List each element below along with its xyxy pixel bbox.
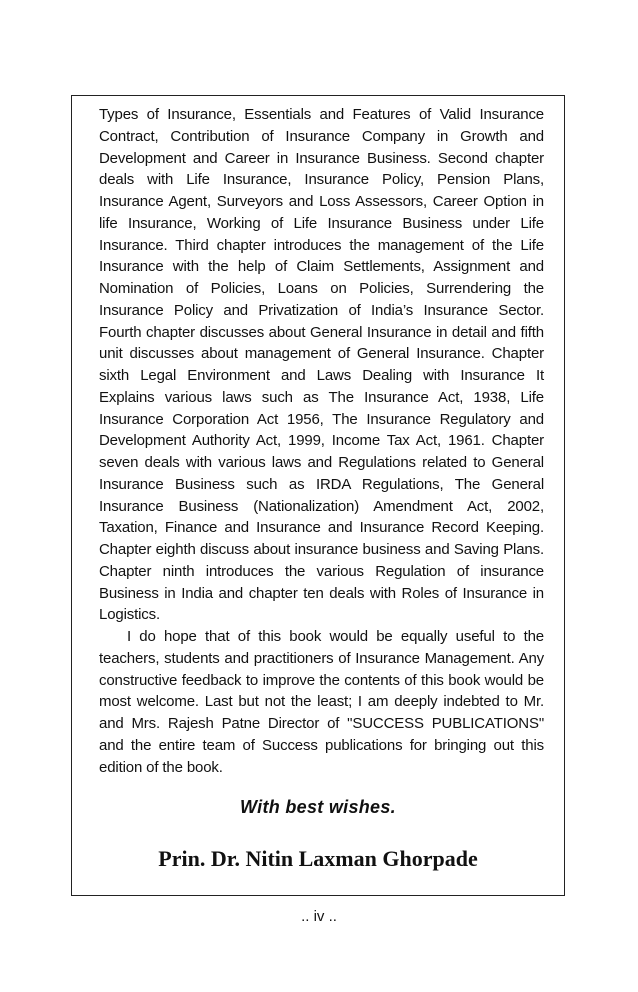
page-number: .. iv .. xyxy=(301,908,337,925)
preface-body xyxy=(99,104,544,778)
author-signature: Prin. Dr. Nitin Laxman Ghorpade xyxy=(158,846,478,871)
preface-paragraph-1: Types of Insurance, Essentials and Features of Valid Insurance Contract, Contribution of Insurance Company in Growth and Development and Career in Insurance Business. Second chapter deals with Life Insurance, Insurance Policy, Pension Plans, Insurance Agent, Surveyors and Loss Assessors, Career Option in life Insurance, Working of Life Insurance Business under Life Insurance. Third chapter introduces the management of the Life Insurance with the help of Claim Settlements, Assignment and Nomination of Policies, Loans on Policies, Surrendering the Insurance Policy and Privatization of India’s Insurance Sector. Fourth chapter discusses about General Insurance in detail and fifth unit discusses about management of General Insurance. Chapter sixth Legal Environment and Laws Dealing with Insurance It Explains various laws such as The Insurance Act, 1938, Life Insurance Corporation Act 1956, The Insurance Regulatory and Development Authority Act, 1999, Income Tax Act, 1961. Chapter seven deals with various laws and Regulations related to General Insurance Business such as IRDA Regulations, The General Insurance Business (Nationalization) Amendment Act, 2002, Taxation, Finance and Insurance and Insurance Record Keeping. Chapter eighth discuss about insurance business and Saving Plans. Chapter ninth introduces the various Regulation of insurance Business in India and chapter ten deals with Roles of Insurance in Logistics. xyxy=(99,106,544,624)
closing-wishes: With best wishes. xyxy=(240,797,396,817)
preface-paragraph-2: I do hope that of this book would be equally useful to the teachers, students and practitioners of Insurance Management. Any constructive feedback to improve the contents of this book would be most welcome. Last but not the least; I am deeply indebted to Mr. and Mrs. Rajesh Patne Director of "SUCCESS PUBLICATIONS" and the entire team of Success publications for bringing out this edition of the book. xyxy=(99,628,544,776)
